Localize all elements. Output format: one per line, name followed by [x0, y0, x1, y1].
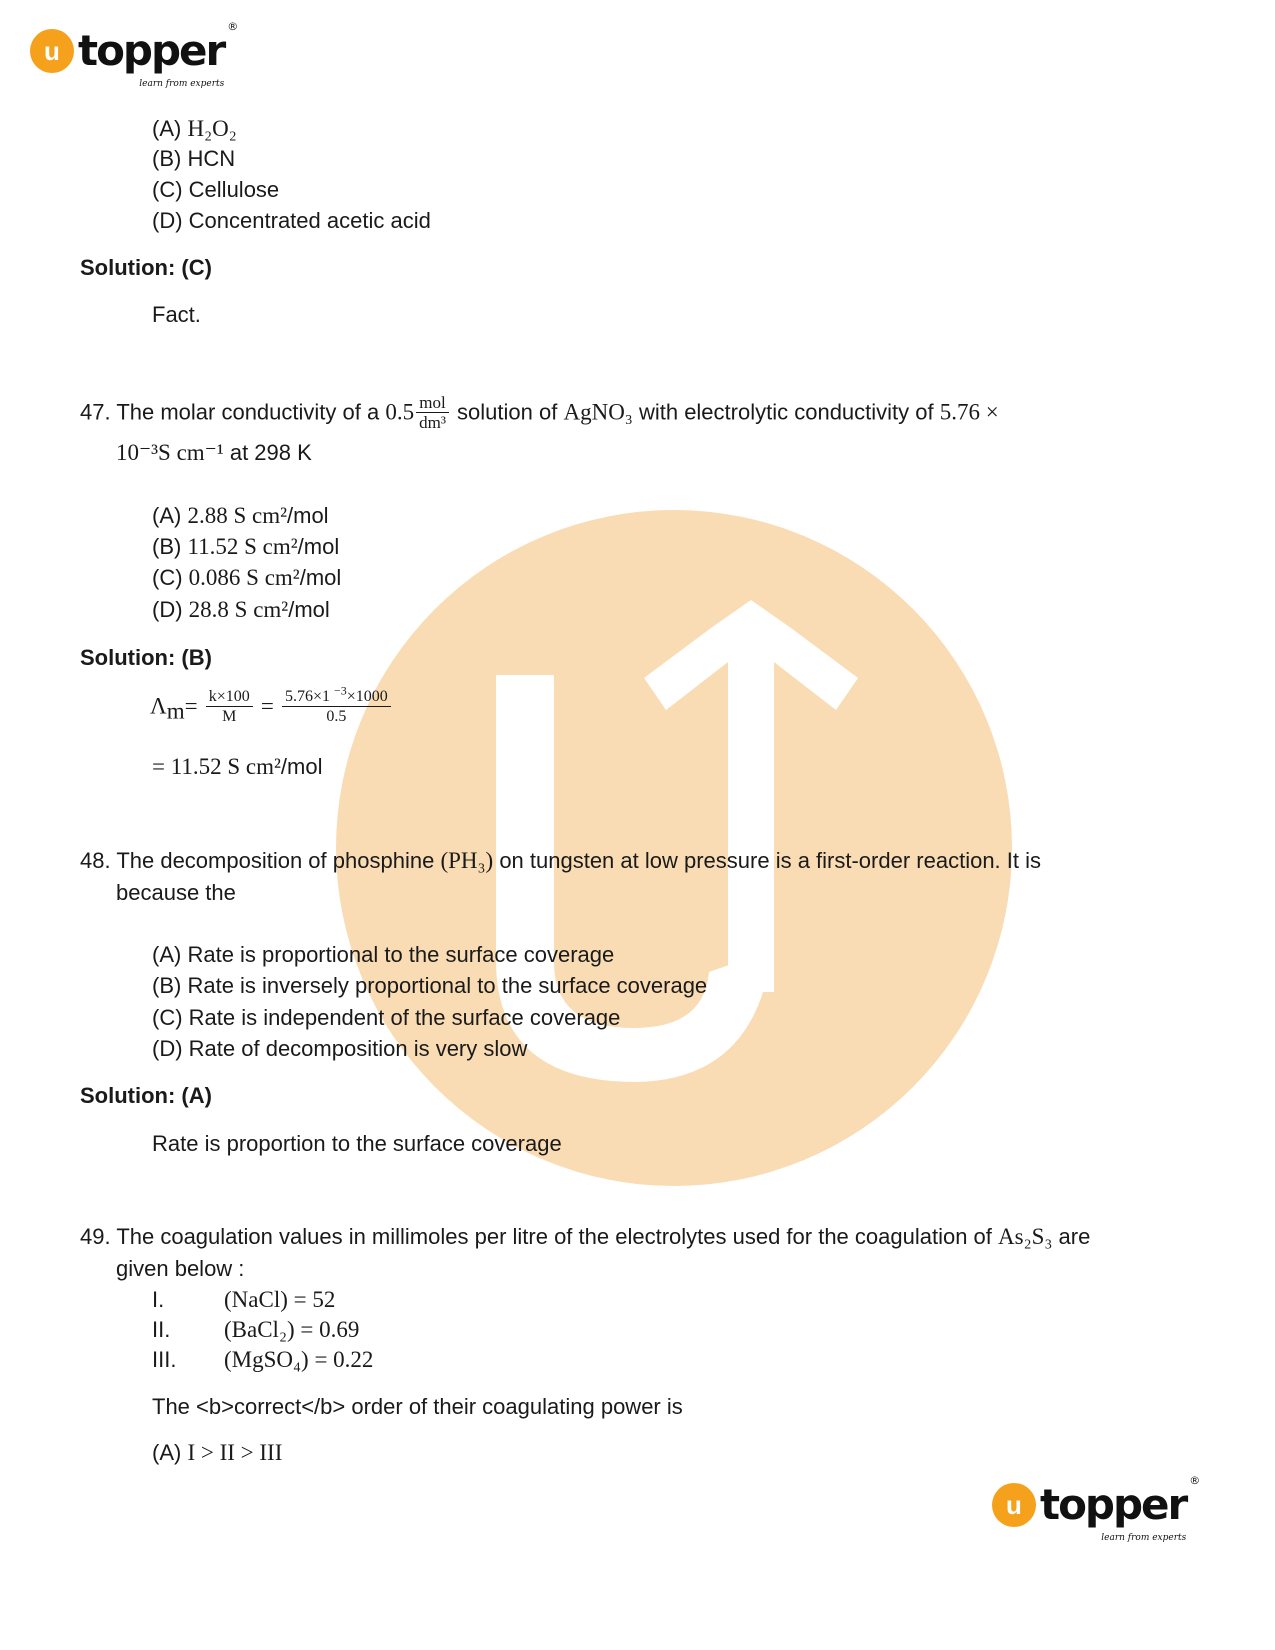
q48-option-c: (C) Rate is independent of the surface coverage — [152, 1005, 621, 1030]
q46-explanation: Fact. — [152, 302, 201, 327]
q49-option-a: (A) I > II > III — [152, 1440, 283, 1465]
q48-solution-label: Solution: (A) — [80, 1083, 212, 1108]
footer-logo — [992, 1474, 1201, 1543]
q47-question-line2: 10⁻³S cm⁻¹ at 298 K — [116, 440, 312, 465]
q48-option-b: (B) Rate is inversely proportional to the surface coverage — [152, 973, 708, 998]
q47-option-d: (D) 28.8 S cm²/mol — [152, 597, 330, 622]
q48-question-line1: 48. The decomposition of phosphine (PH₃) on tungsten at low pressure is a first-order reaction. It is — [80, 848, 1041, 873]
q48-question-line2: because the — [116, 880, 236, 905]
registered-mark: ® — [1189, 1474, 1201, 1487]
q47-unit-fraction: $\frac{\text{mol}}{\text{dm³}}$ — [416, 394, 449, 433]
q47-solution-fraction2: $\frac{5.76\times 1 ^{-3}\times 1000}{0.5}$ — [282, 688, 391, 727]
q46-option-a: (A) H₂O₂ — [152, 116, 237, 141]
q49-question-prompt: The <b>correct</b> order of their coagulating power is — [152, 1394, 683, 1419]
logo-wordmark: topper ® learn from experts — [1040, 1474, 1201, 1543]
q46-solution-label: Solution: (C) — [80, 255, 212, 280]
q49-item-3: III. (MgSO₄) = 0.22 — [152, 1347, 374, 1372]
q47-solution-label: Solution: (B) — [80, 645, 212, 670]
q48-option-a: (A) Rate is proportional to the surface coverage — [152, 942, 615, 967]
q47-question-line1: 47. The molar conductivity of a 0.5 $\frac{\text{mol}}{\text{dm³}}$ solution of AgNO₃ with electrolytic conductivity of 5.76 × — [80, 393, 999, 432]
q47-option-b: (B) 11.52 S cm²/mol — [152, 534, 340, 559]
q48-explanation: Rate is proportion to the surface coverage — [152, 1131, 562, 1156]
q47-option-a: (A) 2.88 S cm²/mol — [152, 503, 329, 528]
q47-option-c: (C) 0.086 S cm²/mol — [152, 565, 342, 590]
logo-tagline: learn from experts — [1101, 1533, 1187, 1543]
q47-solution-fraction1: $\frac{k\times 100}{M}$ — [206, 688, 253, 727]
logo-u-icon: u — [30, 29, 74, 73]
q46-option-b: (B) HCN — [152, 146, 236, 171]
registered-mark: ® — [227, 20, 239, 33]
q49-question-line2: given below : — [116, 1256, 245, 1281]
q46-option-d: (D) Concentrated acetic acid — [152, 208, 431, 233]
q49-question-line1: 49. The coagulation values in millimoles per litre of the electrolytes used for the coagulation of As₂S₃ are — [80, 1224, 1091, 1249]
q47-solution-equation: $\Lambda_m=$ $\frac{k\times 100}{M}$ = $\frac{5.76\times 1 ^{-3}\times 1000}{0.5}$ — [150, 688, 393, 727]
q49-item-2: II. (BaCl₂) = 0.69 — [152, 1317, 360, 1342]
header-logo — [30, 20, 239, 89]
q46-option-c: (C) Cellulose — [152, 177, 280, 202]
logo-u-icon: u — [992, 1483, 1036, 1527]
logo-wordmark: topper ® learn from experts — [78, 20, 239, 89]
logo-tagline: learn from experts — [139, 79, 225, 89]
q49-item-1: I. (NaCl) = 52 — [152, 1287, 336, 1312]
q48-option-d: (D) Rate of decomposition is very slow — [152, 1036, 528, 1061]
q47-solution-result: = 11.52 S cm²/mol — [152, 754, 323, 779]
